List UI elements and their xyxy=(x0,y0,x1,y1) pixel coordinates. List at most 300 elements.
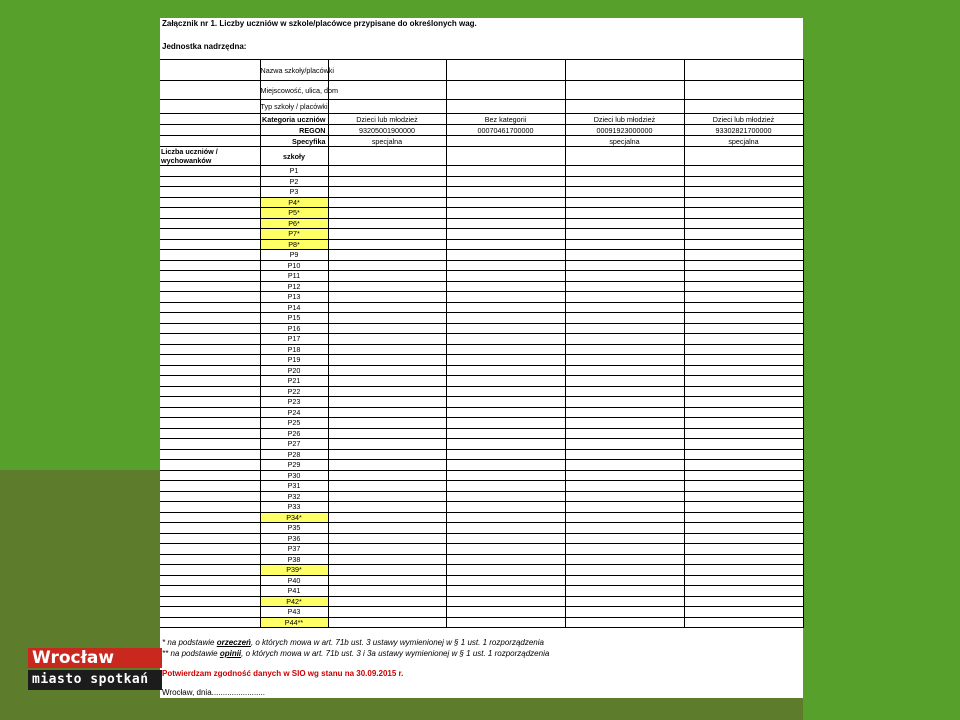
count-cell[interactable] xyxy=(446,617,565,628)
count-cell[interactable] xyxy=(446,502,565,513)
count-cell[interactable] xyxy=(328,334,446,345)
row-spacer xyxy=(160,428,260,439)
table-row xyxy=(160,544,803,555)
weight-label: P13 xyxy=(260,292,328,303)
count-cell[interactable] xyxy=(446,271,565,282)
weight-label: P23 xyxy=(260,397,328,408)
count-cell[interactable] xyxy=(684,418,803,429)
count-cell[interactable] xyxy=(446,302,565,313)
count-cell[interactable] xyxy=(328,586,446,597)
count-cell[interactable] xyxy=(684,187,803,198)
category-cell: Dzieci lub młodzież xyxy=(328,114,446,125)
address-cell[interactable] xyxy=(328,81,446,100)
regon-cell: 93302821700000 xyxy=(684,125,803,136)
table-row xyxy=(160,502,803,513)
count-cell[interactable] xyxy=(328,229,446,240)
weight-label: P35 xyxy=(260,523,328,534)
weight-label: P3 xyxy=(260,187,328,198)
row-spacer xyxy=(160,533,260,544)
table-row xyxy=(160,197,803,208)
row-spacer xyxy=(160,292,260,303)
weight-label: P25 xyxy=(260,418,328,429)
count-cell[interactable] xyxy=(446,554,565,565)
count-cell[interactable] xyxy=(446,491,565,502)
count-cell[interactable] xyxy=(684,344,803,355)
count-cell[interactable] xyxy=(684,575,803,586)
count-cell[interactable] xyxy=(328,428,446,439)
count-cell[interactable] xyxy=(565,502,684,513)
count-cell[interactable] xyxy=(684,260,803,271)
row-spacer xyxy=(160,355,260,366)
type-cell[interactable] xyxy=(565,100,684,114)
count-cell[interactable] xyxy=(684,355,803,366)
row-spacer xyxy=(160,502,260,513)
weight-label: P4* xyxy=(260,197,328,208)
footnote-keyword: opinii xyxy=(219,649,242,658)
count-label xyxy=(160,147,260,166)
count-cell[interactable] xyxy=(446,344,565,355)
count-cell[interactable] xyxy=(446,596,565,607)
count-cell[interactable] xyxy=(684,229,803,240)
count-cell[interactable] xyxy=(446,386,565,397)
weight-label: P16 xyxy=(260,323,328,334)
count-cell[interactable] xyxy=(328,596,446,607)
count-cell[interactable] xyxy=(565,271,684,282)
count-cell[interactable] xyxy=(446,355,565,366)
regon-cell: 00070461700000 xyxy=(446,125,565,136)
count-cell[interactable] xyxy=(328,617,446,628)
count-cell[interactable] xyxy=(565,313,684,324)
count-cell[interactable] xyxy=(565,617,684,628)
specyfika-cell: specjalna xyxy=(684,136,803,147)
count-cell[interactable] xyxy=(446,575,565,586)
count-cell[interactable] xyxy=(684,449,803,460)
count-cell[interactable] xyxy=(684,323,803,334)
count-cell[interactable] xyxy=(328,344,446,355)
count-cell[interactable] xyxy=(684,250,803,261)
school-name-row xyxy=(160,60,803,81)
count-cell[interactable] xyxy=(446,376,565,387)
count-cell[interactable] xyxy=(328,323,446,334)
count-cell[interactable] xyxy=(684,533,803,544)
count-cell[interactable] xyxy=(328,166,446,177)
table-row xyxy=(160,260,803,271)
count-cell[interactable] xyxy=(684,544,803,555)
weight-label: P37 xyxy=(260,544,328,555)
count-cell[interactable] xyxy=(565,554,684,565)
count-cell[interactable] xyxy=(565,197,684,208)
table-row xyxy=(160,292,803,303)
logo-city-name: Wrocław xyxy=(28,648,162,668)
footnote-orzeczenia: * na podstawie orzeczeń, o których mowa w art. 71b ust. 3 ustawy wymienionej w § 1 ust. 1 rozporządzenia xyxy=(162,638,544,647)
weight-label: P32 xyxy=(260,491,328,502)
row-spacer xyxy=(160,565,260,576)
table-row xyxy=(160,166,803,177)
count-cell[interactable] xyxy=(328,218,446,229)
count-cell[interactable] xyxy=(565,218,684,229)
count-cell[interactable] xyxy=(328,554,446,565)
count-cell[interactable] xyxy=(684,271,803,282)
count-cell[interactable] xyxy=(328,523,446,534)
table-row xyxy=(160,218,803,229)
row-spacer xyxy=(160,407,260,418)
count-cell[interactable] xyxy=(684,302,803,313)
count-cell[interactable] xyxy=(328,565,446,576)
count-cell[interactable] xyxy=(446,397,565,408)
count-cell[interactable] xyxy=(684,565,803,576)
row-spacer xyxy=(160,218,260,229)
count-cell[interactable] xyxy=(446,418,565,429)
row-spacer xyxy=(160,575,260,586)
row-spacer xyxy=(160,323,260,334)
school-label: szkoły xyxy=(260,147,328,166)
count-cell[interactable] xyxy=(328,470,446,481)
count-cell[interactable] xyxy=(565,365,684,376)
count-cell[interactable] xyxy=(328,302,446,313)
count-cell[interactable] xyxy=(684,376,803,387)
count-cell[interactable] xyxy=(684,428,803,439)
count-cell[interactable] xyxy=(446,428,565,439)
count-cell[interactable] xyxy=(328,544,446,555)
count-cell[interactable] xyxy=(684,281,803,292)
count-cell[interactable] xyxy=(684,586,803,597)
count-cell[interactable] xyxy=(565,607,684,618)
count-cell[interactable] xyxy=(565,281,684,292)
table-row xyxy=(160,512,803,523)
table-row xyxy=(160,565,803,576)
count-cell[interactable] xyxy=(446,439,565,450)
count-cell[interactable] xyxy=(684,481,803,492)
category-cell: Dzieci lub młodzież xyxy=(565,114,684,125)
count-cell[interactable] xyxy=(565,407,684,418)
count-cell[interactable] xyxy=(328,397,446,408)
row-spacer xyxy=(160,418,260,429)
count-cell[interactable] xyxy=(328,313,446,324)
weight-label: P8* xyxy=(260,239,328,250)
row-spacer xyxy=(160,386,260,397)
count-cell[interactable] xyxy=(684,365,803,376)
weight-label: P41 xyxy=(260,586,328,597)
count-cell[interactable] xyxy=(565,460,684,471)
table-row xyxy=(160,428,803,439)
weight-label: P22 xyxy=(260,386,328,397)
logo-slogan: miasto spotkań xyxy=(28,670,162,690)
count-cell[interactable] xyxy=(565,449,684,460)
count-label-line1: Liczba uczniów / xyxy=(161,147,218,156)
count-cell[interactable] xyxy=(684,239,803,250)
count-cell[interactable] xyxy=(446,470,565,481)
specyfika-label: Specyfika xyxy=(260,136,328,147)
school-name-cell[interactable] xyxy=(328,60,446,81)
category-label: Kategoria uczniów xyxy=(260,114,328,125)
weight-label: P21 xyxy=(260,376,328,387)
count-cell[interactable] xyxy=(565,323,684,334)
count-cell[interactable] xyxy=(328,491,446,502)
count-cell[interactable] xyxy=(328,607,446,618)
count-cell[interactable] xyxy=(565,428,684,439)
count-cell[interactable] xyxy=(565,302,684,313)
address-cell[interactable] xyxy=(565,81,684,100)
table-row xyxy=(160,586,803,597)
count-cell[interactable] xyxy=(565,176,684,187)
count-cell[interactable] xyxy=(446,239,565,250)
count-cell[interactable] xyxy=(565,260,684,271)
table-row xyxy=(160,596,803,607)
count-cell[interactable] xyxy=(565,208,684,219)
school-name-cell[interactable] xyxy=(446,60,565,81)
row-spacer xyxy=(160,617,260,628)
regon-cell: 00091923000000 xyxy=(565,125,684,136)
table-row xyxy=(160,313,803,324)
count-cell[interactable] xyxy=(684,218,803,229)
count-cell[interactable] xyxy=(565,187,684,198)
count-cell[interactable] xyxy=(446,197,565,208)
weight-label: P26 xyxy=(260,428,328,439)
row-spacer xyxy=(160,208,260,219)
count-cell[interactable] xyxy=(446,281,565,292)
count-cell[interactable] xyxy=(565,250,684,261)
weight-label: P18 xyxy=(260,344,328,355)
count-cell[interactable] xyxy=(684,512,803,523)
count-cell[interactable] xyxy=(565,470,684,481)
table-row xyxy=(160,470,803,481)
count-cell[interactable] xyxy=(328,481,446,492)
count-cell[interactable] xyxy=(565,565,684,576)
table-row xyxy=(160,208,803,219)
count-cell[interactable] xyxy=(684,292,803,303)
category-row xyxy=(160,114,803,125)
count-cell[interactable] xyxy=(446,187,565,198)
count-cell[interactable] xyxy=(565,575,684,586)
count-cell[interactable] xyxy=(565,544,684,555)
footnote-keyword: orzeczeń xyxy=(216,638,251,647)
type-row xyxy=(160,100,803,114)
row-spacer xyxy=(160,439,260,450)
place-date-line: Wrocław, dnia........................ xyxy=(162,688,265,697)
count-cell[interactable] xyxy=(446,176,565,187)
count-cell[interactable] xyxy=(684,176,803,187)
count-cell[interactable] xyxy=(446,218,565,229)
count-cell[interactable] xyxy=(446,208,565,219)
count-header-row xyxy=(160,147,803,166)
count-cell[interactable] xyxy=(684,607,803,618)
count-cell[interactable] xyxy=(446,323,565,334)
count-cell[interactable] xyxy=(684,208,803,219)
weight-label: P33 xyxy=(260,502,328,513)
count-cell[interactable] xyxy=(328,176,446,187)
count-cell[interactable] xyxy=(446,407,565,418)
count-cell[interactable] xyxy=(565,166,684,177)
count-cell[interactable] xyxy=(565,344,684,355)
weight-label: P27 xyxy=(260,439,328,450)
count-cell[interactable] xyxy=(328,449,446,460)
address-row xyxy=(160,81,803,100)
count-cell[interactable] xyxy=(684,617,803,628)
count-cell[interactable] xyxy=(565,491,684,502)
count-cell[interactable] xyxy=(446,523,565,534)
count-cell[interactable] xyxy=(684,313,803,324)
count-cell[interactable] xyxy=(684,460,803,471)
count-cell[interactable] xyxy=(446,449,565,460)
count-cell[interactable] xyxy=(446,607,565,618)
count-cell[interactable] xyxy=(446,533,565,544)
type-cell[interactable] xyxy=(328,100,446,114)
row-spacer xyxy=(160,586,260,597)
table-row xyxy=(160,386,803,397)
table-row xyxy=(160,449,803,460)
count-cell[interactable] xyxy=(565,512,684,523)
count-cell[interactable] xyxy=(446,460,565,471)
weight-label: P30 xyxy=(260,470,328,481)
count-cell[interactable] xyxy=(446,250,565,261)
table-row xyxy=(160,523,803,534)
count-cell[interactable] xyxy=(565,334,684,345)
table-row xyxy=(160,439,803,450)
count-cell[interactable] xyxy=(328,208,446,219)
count-cell[interactable] xyxy=(684,334,803,345)
count-cell[interactable] xyxy=(684,407,803,418)
count-cell[interactable] xyxy=(328,239,446,250)
count-cell[interactable] xyxy=(684,470,803,481)
count-cell[interactable] xyxy=(328,250,446,261)
count-cell[interactable] xyxy=(328,355,446,366)
weight-label: P20 xyxy=(260,365,328,376)
row-spacer xyxy=(160,596,260,607)
count-cell[interactable] xyxy=(684,554,803,565)
weight-label: P39* xyxy=(260,565,328,576)
school-name-cell[interactable] xyxy=(565,60,684,81)
count-cell[interactable] xyxy=(684,523,803,534)
type-cell[interactable] xyxy=(446,100,565,114)
type-cell[interactable] xyxy=(684,100,803,114)
count-cell[interactable] xyxy=(565,229,684,240)
row-spacer xyxy=(160,229,260,240)
count-cell[interactable] xyxy=(446,166,565,177)
table-row xyxy=(160,607,803,618)
table-row xyxy=(160,365,803,376)
weight-label: P10 xyxy=(260,260,328,271)
weight-label: P1 xyxy=(260,166,328,177)
count-cell[interactable] xyxy=(684,397,803,408)
count-cell[interactable] xyxy=(565,418,684,429)
count-cell[interactable] xyxy=(446,365,565,376)
count-cell[interactable] xyxy=(446,586,565,597)
count-cell[interactable] xyxy=(446,260,565,271)
count-cell[interactable] xyxy=(565,386,684,397)
count-cell[interactable] xyxy=(565,481,684,492)
count-cell[interactable] xyxy=(328,365,446,376)
count-cell[interactable] xyxy=(328,281,446,292)
row-spacer xyxy=(160,491,260,502)
count-cell[interactable] xyxy=(328,376,446,387)
document-title: Załącznik nr 1. Liczby uczniów w szkole/placówce przypisane do określonych wag. xyxy=(162,19,477,28)
school-name-cell[interactable] xyxy=(684,60,803,81)
count-cell[interactable] xyxy=(328,502,446,513)
row-spacer xyxy=(160,470,260,481)
count-cell[interactable] xyxy=(446,481,565,492)
row-spacer xyxy=(160,544,260,555)
table-row xyxy=(160,271,803,282)
count-cell[interactable] xyxy=(684,166,803,177)
count-cell[interactable] xyxy=(565,292,684,303)
count-cell[interactable] xyxy=(328,512,446,523)
count-cell[interactable] xyxy=(328,575,446,586)
table-row xyxy=(160,323,803,334)
weight-label: P28 xyxy=(260,449,328,460)
count-cell[interactable] xyxy=(446,229,565,240)
table-row xyxy=(160,554,803,565)
count-cell[interactable] xyxy=(328,407,446,418)
weight-label: P36 xyxy=(260,533,328,544)
count-cell[interactable] xyxy=(328,386,446,397)
count-cell[interactable] xyxy=(684,197,803,208)
row-spacer xyxy=(160,187,260,198)
count-cell[interactable] xyxy=(565,397,684,408)
count-cell[interactable] xyxy=(328,460,446,471)
count-cell[interactable] xyxy=(328,292,446,303)
regon-label: REGON xyxy=(260,125,328,136)
table-row xyxy=(160,533,803,544)
count-cell[interactable] xyxy=(328,271,446,282)
count-cell[interactable] xyxy=(328,197,446,208)
weight-label: P12 xyxy=(260,281,328,292)
table-row xyxy=(160,481,803,492)
weight-label: P44** xyxy=(260,617,328,628)
count-cell[interactable] xyxy=(565,239,684,250)
weight-label: P40 xyxy=(260,575,328,586)
count-cell[interactable] xyxy=(684,491,803,502)
count-cell[interactable] xyxy=(684,386,803,397)
address-cell[interactable] xyxy=(684,81,803,100)
count-cell[interactable] xyxy=(328,439,446,450)
table-row xyxy=(160,397,803,408)
count-cell[interactable] xyxy=(446,544,565,555)
count-cell[interactable] xyxy=(328,187,446,198)
row-spacer xyxy=(160,260,260,271)
table-row xyxy=(160,302,803,313)
count-cell[interactable] xyxy=(446,334,565,345)
count-cell[interactable] xyxy=(565,596,684,607)
count-cell[interactable] xyxy=(328,260,446,271)
count-cell[interactable] xyxy=(684,502,803,513)
weight-label: P14 xyxy=(260,302,328,313)
count-cell[interactable] xyxy=(565,376,684,387)
regon-row xyxy=(160,125,803,136)
row-spacer xyxy=(160,376,260,387)
row-spacer xyxy=(160,334,260,345)
count-cell[interactable] xyxy=(684,596,803,607)
count-cell[interactable] xyxy=(565,586,684,597)
count-cell[interactable] xyxy=(328,418,446,429)
count-cell[interactable] xyxy=(565,439,684,450)
count-cell[interactable] xyxy=(446,292,565,303)
count-cell[interactable] xyxy=(446,565,565,576)
regon-cell: 93205001900000 xyxy=(328,125,446,136)
count-cell[interactable] xyxy=(446,512,565,523)
count-cell[interactable] xyxy=(446,313,565,324)
count-cell[interactable] xyxy=(565,355,684,366)
weight-label: P38 xyxy=(260,554,328,565)
count-cell[interactable] xyxy=(565,533,684,544)
table-row xyxy=(160,418,803,429)
count-cell[interactable] xyxy=(328,533,446,544)
row-spacer xyxy=(160,460,260,471)
row-spacer xyxy=(160,523,260,534)
count-cell[interactable] xyxy=(684,439,803,450)
address-cell[interactable] xyxy=(446,81,565,100)
count-cell[interactable] xyxy=(565,523,684,534)
row-spacer xyxy=(160,239,260,250)
